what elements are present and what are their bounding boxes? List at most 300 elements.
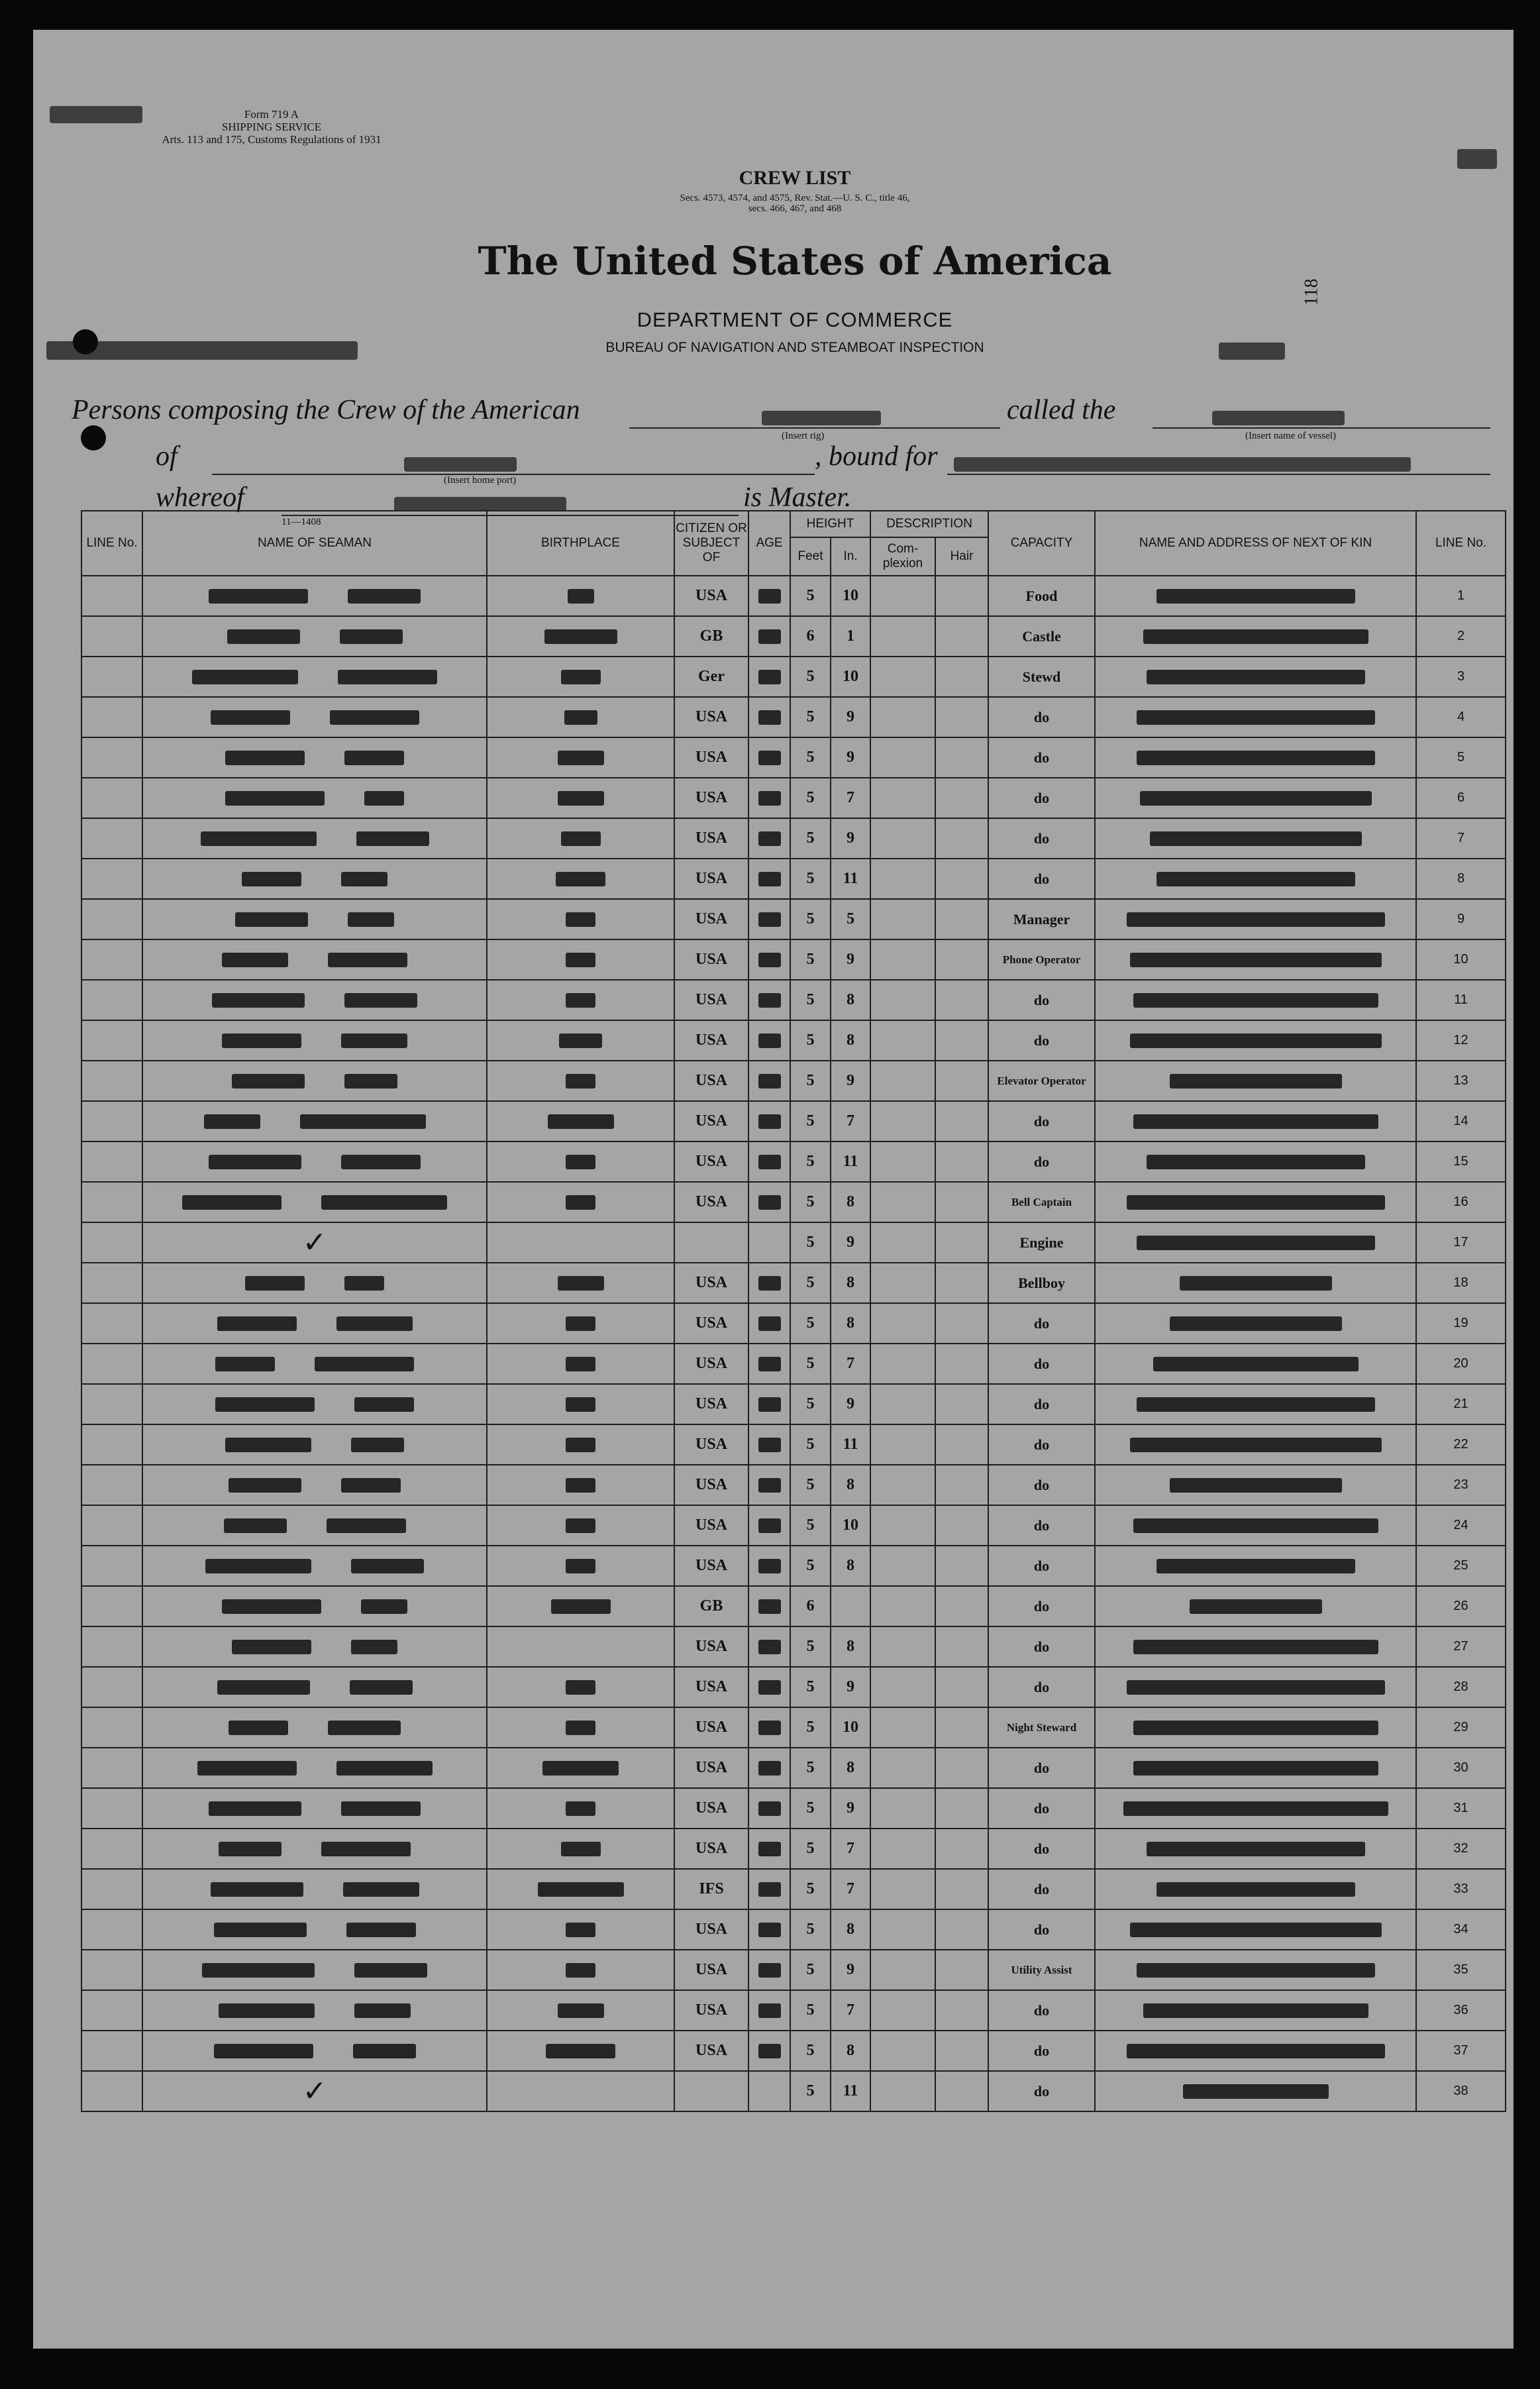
redacted-birthplace xyxy=(558,2003,604,2018)
capacity-cell: Stewd xyxy=(988,657,1095,697)
height-inches-cell: 8 xyxy=(831,2031,870,2071)
birthplace-cell xyxy=(487,1182,674,1222)
complexion-cell xyxy=(870,1182,935,1222)
complexion-cell xyxy=(870,859,935,899)
table-row xyxy=(81,1990,1506,2031)
citizen-cell: USA xyxy=(674,737,748,778)
birthplace-cell xyxy=(487,939,674,980)
height-feet-cell: 5 xyxy=(790,657,831,697)
line-number-right: 18 xyxy=(1416,1263,1506,1303)
redacted-surname xyxy=(209,1801,301,1816)
line-number-right: 33 xyxy=(1416,1869,1506,1909)
redacted-birthplace xyxy=(566,1357,595,1371)
line-number-left xyxy=(81,2071,142,2111)
hair-cell xyxy=(935,1424,988,1465)
citizen-cell: USA xyxy=(674,1303,748,1344)
capacity-cell: do xyxy=(988,1990,1095,2031)
redacted-age xyxy=(758,912,781,927)
citizen-cell: USA xyxy=(674,939,748,980)
age-cell xyxy=(748,1424,790,1465)
seaman-name-cell xyxy=(142,818,487,859)
hair-cell xyxy=(935,1061,988,1101)
age-cell xyxy=(748,1909,790,1950)
hair-cell xyxy=(935,1344,988,1384)
hair-cell xyxy=(935,1829,988,1869)
seaman-name-cell xyxy=(142,1141,487,1182)
redacted-next-of-kin xyxy=(1133,1114,1378,1129)
next-of-kin-cell xyxy=(1095,939,1416,980)
redacted-next-of-kin xyxy=(1170,1074,1342,1088)
height-feet-cell: 5 xyxy=(790,1303,831,1344)
checkmark-icon: ✓ xyxy=(302,2074,327,2108)
redacted-age xyxy=(758,751,781,765)
citizen-cell: USA xyxy=(674,1546,748,1586)
table-row xyxy=(81,778,1506,818)
birthplace-cell xyxy=(487,778,674,818)
age-cell xyxy=(748,1667,790,1707)
line-number-left xyxy=(81,899,142,939)
citizen-cell: USA xyxy=(674,1707,748,1748)
height-feet-cell: 5 xyxy=(790,1020,831,1061)
line-number-left xyxy=(81,1384,142,1424)
redacted-given-name xyxy=(338,670,437,684)
hair-cell xyxy=(935,697,988,737)
line-number-left xyxy=(81,1061,142,1101)
line-number-right: 16 xyxy=(1416,1182,1506,1222)
redacted-next-of-kin xyxy=(1133,1721,1378,1735)
capacity-cell: Bell Captain xyxy=(988,1182,1095,1222)
complexion-cell xyxy=(870,1263,935,1303)
redacted-next-of-kin xyxy=(1137,751,1375,765)
redacted-next-of-kin xyxy=(1156,589,1355,604)
statute-line-2: secs. 466, 467, and 468 xyxy=(748,203,842,214)
table-row xyxy=(81,2031,1506,2071)
line-number-left xyxy=(81,1222,142,1263)
table-row xyxy=(81,1424,1506,1465)
age-cell xyxy=(748,1869,790,1909)
height-feet-cell: 5 xyxy=(790,778,831,818)
capacity-cell: do xyxy=(988,818,1095,859)
birthplace-cell xyxy=(487,1141,674,1182)
redacted-next-of-kin xyxy=(1127,1195,1385,1210)
redacted-birthplace xyxy=(559,1034,602,1048)
redacted-given-name xyxy=(341,872,387,886)
seaman-name-cell xyxy=(142,1788,487,1829)
height-inches-cell: 9 xyxy=(831,1061,870,1101)
citizen-cell: USA xyxy=(674,818,748,859)
height-inches-cell: 5 xyxy=(831,899,870,939)
height-feet-cell: 5 xyxy=(790,1424,831,1465)
age-cell xyxy=(748,1990,790,2031)
capacity-cell: do xyxy=(988,1829,1095,1869)
line-number-left xyxy=(81,1182,142,1222)
line-number-left xyxy=(81,1909,142,1950)
hair-cell xyxy=(935,1909,988,1950)
line-number-left xyxy=(81,1344,142,1384)
caption-persons: Persons composing the Crew of the American xyxy=(72,395,580,425)
redacted-birthplace xyxy=(566,1074,595,1088)
seaman-name-cell xyxy=(142,778,487,818)
redacted-next-of-kin xyxy=(1123,1801,1388,1816)
redacted-birthplace xyxy=(558,751,604,765)
redacted-birthplace xyxy=(548,1114,614,1129)
capacity-cell: do xyxy=(988,1586,1095,1626)
capacity-cell: do xyxy=(988,1667,1095,1707)
hair-cell xyxy=(935,1748,988,1788)
seaman-name-cell xyxy=(142,1263,487,1303)
capacity-cell: do xyxy=(988,859,1095,899)
redacted-given-name xyxy=(348,589,421,604)
redacted-birthplace xyxy=(538,1882,624,1897)
capacity-cell: do xyxy=(988,778,1095,818)
line-number-left xyxy=(81,1505,142,1546)
height-inches-cell: 10 xyxy=(831,576,870,616)
capacity-cell: do xyxy=(988,1748,1095,1788)
redacted-given-name xyxy=(354,1397,414,1412)
redacted-surname xyxy=(214,2044,313,2058)
seaman-name-cell xyxy=(142,697,487,737)
birthplace-cell xyxy=(487,2071,674,2111)
redacted-given-name xyxy=(327,1518,406,1533)
next-of-kin-cell xyxy=(1095,1788,1416,1829)
redacted-birthplace xyxy=(542,1761,619,1776)
insert-rig-label: (Insert rig) xyxy=(782,431,825,441)
complexion-cell xyxy=(870,1909,935,1950)
birthplace-cell xyxy=(487,1303,674,1344)
seaman-name-cell xyxy=(142,899,487,939)
height-feet-cell: 5 xyxy=(790,1141,831,1182)
birthplace-cell xyxy=(487,697,674,737)
line-number-right: 5 xyxy=(1416,737,1506,778)
line-number-left xyxy=(81,576,142,616)
next-of-kin-cell xyxy=(1095,576,1416,616)
redacted-birthplace xyxy=(566,1478,595,1493)
redacted-next-of-kin xyxy=(1147,670,1365,684)
redacted-surname xyxy=(204,1114,260,1129)
next-of-kin-cell xyxy=(1095,1626,1416,1667)
redacted-age xyxy=(758,1397,781,1412)
line-number-right: 12 xyxy=(1416,1020,1506,1061)
line-number-left xyxy=(81,2031,142,2071)
birthplace-cell xyxy=(487,657,674,697)
redacted-age xyxy=(758,791,781,806)
next-of-kin-cell xyxy=(1095,1748,1416,1788)
redacted-given-name xyxy=(300,1114,426,1129)
table-row xyxy=(81,1141,1506,1182)
redacted-age xyxy=(758,1074,781,1088)
redacted-age xyxy=(758,1357,781,1371)
redacted-age xyxy=(758,1559,781,1573)
age-cell xyxy=(748,1384,790,1424)
next-of-kin-cell xyxy=(1095,657,1416,697)
hair-cell xyxy=(935,2071,988,2111)
hair-cell xyxy=(935,1990,988,2031)
height-feet-cell: 5 xyxy=(790,1344,831,1384)
line-number-right: 13 xyxy=(1416,1061,1506,1101)
redacted-surname xyxy=(245,1276,305,1291)
line-number-right: 9 xyxy=(1416,899,1506,939)
table-row xyxy=(81,939,1506,980)
redacted-birthplace xyxy=(566,1316,595,1331)
height-inches-cell: 10 xyxy=(831,1505,870,1546)
height-feet-cell: 6 xyxy=(790,1586,831,1626)
table-row xyxy=(81,1829,1506,1869)
height-feet-cell: 5 xyxy=(790,818,831,859)
seaman-name-cell xyxy=(142,1344,487,1384)
redacted-next-of-kin xyxy=(1133,1640,1378,1654)
redacted-surname xyxy=(202,1963,315,1978)
next-of-kin-cell xyxy=(1095,2031,1416,2071)
height-feet-cell: 5 xyxy=(790,939,831,980)
redacted-next-of-kin xyxy=(1127,912,1385,927)
redacted-next-of-kin xyxy=(1130,953,1382,967)
seaman-name-cell xyxy=(142,1546,487,1586)
line-number-right: 3 xyxy=(1416,657,1506,697)
hair-cell xyxy=(935,980,988,1020)
age-cell xyxy=(748,778,790,818)
height-feet-cell: 5 xyxy=(790,1990,831,2031)
height-inches-cell: 7 xyxy=(831,1869,870,1909)
citizen-cell: USA xyxy=(674,1990,748,2031)
height-inches-cell: 11 xyxy=(831,2071,870,2111)
complexion-cell xyxy=(870,1384,935,1424)
age-cell xyxy=(748,1061,790,1101)
line-number-left xyxy=(81,1101,142,1141)
citizen-cell: USA xyxy=(674,1829,748,1869)
height-inches-cell: 8 xyxy=(831,1546,870,1586)
citizen-cell: IFS xyxy=(674,1869,748,1909)
birthplace-cell xyxy=(487,1101,674,1141)
height-feet-cell: 5 xyxy=(790,1505,831,1546)
seaman-name-cell xyxy=(142,1222,487,1263)
height-inches-cell: 8 xyxy=(831,1465,870,1505)
height-feet-cell: 5 xyxy=(790,697,831,737)
page-number: 118 xyxy=(1301,278,1322,306)
height-inches-cell: 7 xyxy=(831,1344,870,1384)
capacity-cell: do xyxy=(988,1465,1095,1505)
complexion-cell xyxy=(870,657,935,697)
redacted-surname xyxy=(197,1761,297,1776)
redacted-given-name xyxy=(351,1438,404,1452)
age-cell xyxy=(748,697,790,737)
height-inches-cell: 8 xyxy=(831,1909,870,1950)
table-row xyxy=(81,1950,1506,1990)
birthplace-header: BIRTHPLACE xyxy=(487,511,674,576)
citizen-cell: USA xyxy=(674,1263,748,1303)
height-inches-cell: 7 xyxy=(831,1101,870,1141)
redacted-surname xyxy=(232,1074,305,1088)
capacity-cell: do xyxy=(988,1101,1095,1141)
seaman-name-cell xyxy=(142,1465,487,1505)
caption-whereof: whereof xyxy=(156,482,244,513)
redacted-next-of-kin xyxy=(1133,1518,1378,1533)
next-of-kin-cell xyxy=(1095,899,1416,939)
seaman-name-cell xyxy=(142,1384,487,1424)
line-number-left xyxy=(81,1990,142,2031)
next-of-kin-cell xyxy=(1095,1263,1416,1303)
hair-cell xyxy=(935,616,988,657)
hair-cell xyxy=(935,1586,988,1626)
age-cell xyxy=(748,1020,790,1061)
redacted-given-name xyxy=(353,2044,416,2058)
line-number-right: 7 xyxy=(1416,818,1506,859)
redacted-given-name xyxy=(336,1316,413,1331)
age-cell xyxy=(748,737,790,778)
hair-cell xyxy=(935,1101,988,1141)
complexion-cell xyxy=(870,1829,935,1869)
redacted-age xyxy=(758,670,781,684)
complexion-cell xyxy=(870,2031,935,2071)
height-inches-cell: 8 xyxy=(831,980,870,1020)
redacted-given-name xyxy=(356,831,429,846)
line-no-right-header: LINE No. xyxy=(1416,511,1506,576)
height-feet-cell: 5 xyxy=(790,1222,831,1263)
redacted-surname xyxy=(192,670,298,684)
line-number-left xyxy=(81,1829,142,1869)
complexion-cell xyxy=(870,1424,935,1465)
table-row xyxy=(81,616,1506,657)
redacted-given-name xyxy=(354,2003,411,2018)
line-number-right: 37 xyxy=(1416,2031,1506,2071)
next-of-kin-cell xyxy=(1095,1586,1416,1626)
line-number-left xyxy=(81,778,142,818)
redacted-age xyxy=(758,629,781,644)
birthplace-cell xyxy=(487,1909,674,1950)
caption-bound-for: , bound for xyxy=(815,441,938,472)
line-number-right: 25 xyxy=(1416,1546,1506,1586)
seaman-name-cell xyxy=(142,1586,487,1626)
age-cell xyxy=(748,818,790,859)
complexion-cell xyxy=(870,1626,935,1667)
redacted-age xyxy=(758,1155,781,1169)
line-number-left xyxy=(81,1020,142,1061)
height-feet-cell: 5 xyxy=(790,576,831,616)
redacted-next-of-kin xyxy=(1147,1842,1365,1856)
redacted-given-name xyxy=(351,1640,397,1654)
line-number-right: 36 xyxy=(1416,1990,1506,2031)
redacted-age xyxy=(758,1438,781,1452)
table-row xyxy=(81,1020,1506,1061)
next-of-kin-cell xyxy=(1095,1546,1416,1586)
redacted-age xyxy=(758,2044,781,2058)
complexion-cell xyxy=(870,1344,935,1384)
seaman-name-cell xyxy=(142,1667,487,1707)
line-number-left xyxy=(81,657,142,697)
height-inches-cell: 9 xyxy=(831,1950,870,1990)
redacted-given-name xyxy=(328,953,407,967)
height-inches-cell: 8 xyxy=(831,1020,870,1061)
redacted-age xyxy=(758,2003,781,2018)
kin-header: NAME AND ADDRESS OF NEXT OF KIN xyxy=(1095,511,1416,576)
citizen-cell: GB xyxy=(674,1586,748,1626)
hair-header: Hair xyxy=(935,537,988,576)
hair-cell xyxy=(935,1141,988,1182)
table-row xyxy=(81,1869,1506,1909)
form-number: Form 719 A xyxy=(244,108,299,121)
line-number-left xyxy=(81,1950,142,1990)
line-number-left xyxy=(81,737,142,778)
hair-cell xyxy=(935,1546,988,1586)
description-header: DESCRIPTION xyxy=(870,511,988,537)
redacted-given-name xyxy=(344,751,404,765)
redacted-age xyxy=(758,1640,781,1654)
next-of-kin-cell xyxy=(1095,1465,1416,1505)
citizen-cell: USA xyxy=(674,1950,748,1990)
seaman-name-cell xyxy=(142,1424,487,1465)
citizen-cell: USA xyxy=(674,1141,748,1182)
complexion-cell xyxy=(870,737,935,778)
redacted-age xyxy=(758,1842,781,1856)
next-of-kin-cell xyxy=(1095,859,1416,899)
age-cell xyxy=(748,1546,790,1586)
age-cell xyxy=(748,2071,790,2111)
line-number-left xyxy=(81,1586,142,1626)
height-inches-cell: 11 xyxy=(831,1424,870,1465)
capacity-cell: do xyxy=(988,1869,1095,1909)
height-feet-cell: 5 xyxy=(790,859,831,899)
height-inches-cell: 8 xyxy=(831,1263,870,1303)
redacted-age xyxy=(758,1034,781,1048)
redacted-given-name xyxy=(346,1923,416,1937)
citizen-cell: GB xyxy=(674,616,748,657)
punch-hole xyxy=(81,425,106,451)
height-inches-cell: 9 xyxy=(831,939,870,980)
shipping-service: SHIPPING SERVICE xyxy=(221,121,322,133)
redacted-given-name xyxy=(350,1680,413,1695)
redacted-surname xyxy=(211,1882,303,1897)
height-feet-cell: 5 xyxy=(790,1748,831,1788)
citizen-cell: USA xyxy=(674,1344,748,1384)
citizen-cell: USA xyxy=(674,1748,748,1788)
height-feet-cell: 5 xyxy=(790,1061,831,1101)
seaman-name-cell xyxy=(142,1626,487,1667)
capacity-cell: do xyxy=(988,1384,1095,1424)
redacted-age xyxy=(758,872,781,886)
seaman-name-cell xyxy=(142,859,487,899)
height-inches-cell: 9 xyxy=(831,697,870,737)
table-row xyxy=(81,1505,1506,1546)
height-feet-cell: 5 xyxy=(790,1546,831,1586)
age-cell xyxy=(748,1344,790,1384)
next-of-kin-cell xyxy=(1095,1101,1416,1141)
table-row xyxy=(81,1222,1506,1263)
redacted-age xyxy=(758,953,781,967)
line-number-right: 11 xyxy=(1416,980,1506,1020)
hair-cell xyxy=(935,1707,988,1748)
redacted-birthplace xyxy=(566,1923,595,1937)
citizen-cell: USA xyxy=(674,778,748,818)
form-articles: Arts. 113 and 175, Customs Regulations of 1931 xyxy=(162,133,382,146)
next-of-kin-cell xyxy=(1095,1707,1416,1748)
home-port-label: (Insert home port) xyxy=(444,475,517,486)
line-number-right: 1 xyxy=(1416,576,1506,616)
statute-reference xyxy=(530,193,1060,214)
line-number-right: 26 xyxy=(1416,1586,1506,1626)
redacted-birthplace xyxy=(546,2044,615,2058)
age-cell xyxy=(748,859,790,899)
capacity-cell: do xyxy=(988,737,1095,778)
hair-cell xyxy=(935,818,988,859)
capacity-cell: do xyxy=(988,1626,1095,1667)
next-of-kin-cell xyxy=(1095,1020,1416,1061)
complexion-header: Com-plexion xyxy=(870,537,935,576)
line-number-right: 4 xyxy=(1416,697,1506,737)
line-number-right: 8 xyxy=(1416,859,1506,899)
complexion-cell xyxy=(870,2071,935,2111)
redacted-given-name xyxy=(344,993,417,1008)
capacity-cell: do xyxy=(988,2071,1095,2111)
hair-cell xyxy=(935,1626,988,1667)
